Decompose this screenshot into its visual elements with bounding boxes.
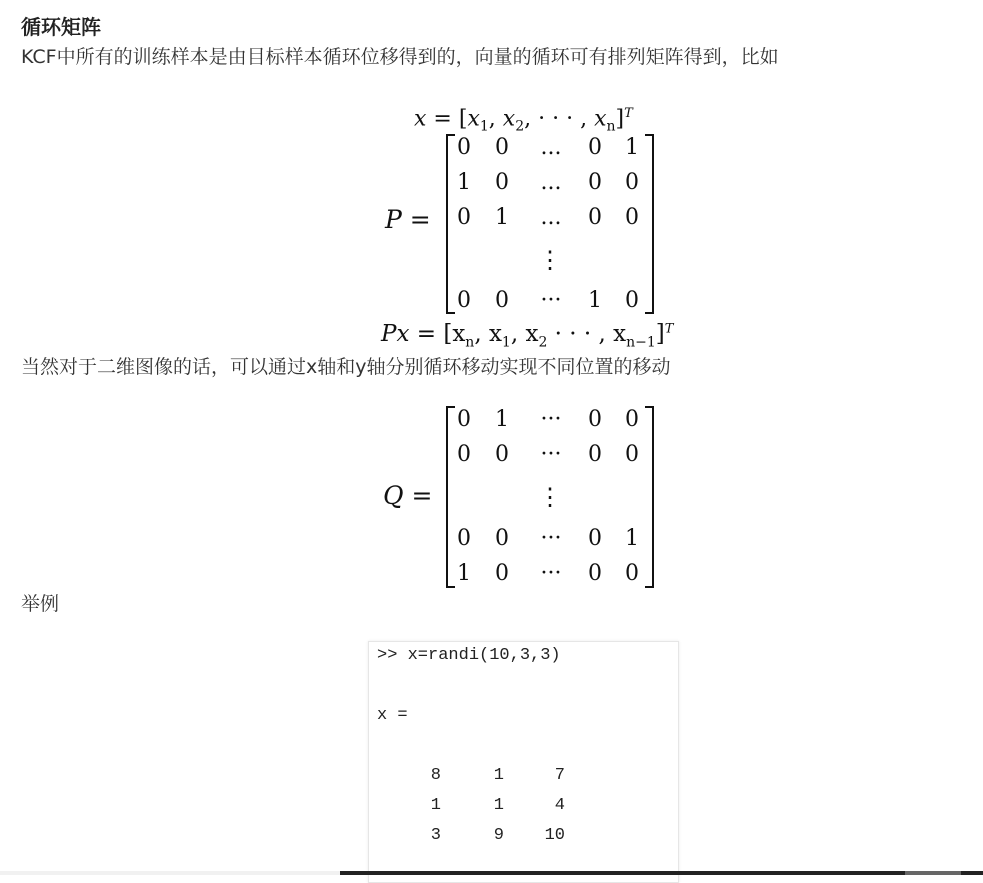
- eq-x-s2: 2: [515, 118, 525, 135]
- eq-px-sn: n: [465, 334, 475, 351]
- eq-x-s1: 1: [479, 118, 489, 135]
- eq-x-c1: ,: [488, 106, 503, 132]
- matrix-q-cell: ···: [540, 407, 562, 432]
- matrix-p-cell: 0: [588, 170, 602, 195]
- matrix-p-symbol: P: [385, 205, 402, 234]
- matrix-q-cell: 0: [588, 526, 602, 551]
- matrix-p-cell: 0: [457, 205, 471, 230]
- matlab-cell: 3: [430, 826, 441, 845]
- scrollbar-track-left: [0, 871, 340, 875]
- eq-px-snm1: n−1: [626, 334, 656, 351]
- eq-x-sn: n: [606, 118, 616, 135]
- matrix-q-cell: 1: [457, 561, 471, 586]
- matrix-p-cell: 0: [495, 288, 509, 313]
- matrix-p-cell: ...: [540, 205, 562, 230]
- equation-x: [414, 106, 633, 135]
- eq-px-T: T: [664, 321, 674, 337]
- equation-px: [381, 321, 673, 351]
- eq-px-c: · · · , x: [547, 321, 627, 347]
- matrix-q-symbol: Q: [383, 481, 404, 510]
- eq-px-s2: 2: [538, 334, 548, 351]
- eq-x-open: = [: [433, 106, 468, 132]
- matrix-q-cell: 0: [495, 442, 509, 467]
- eq-x-T: T: [624, 106, 633, 121]
- matrix-p-cell: 0: [495, 170, 509, 195]
- matlab-var-line: x =: [377, 706, 408, 725]
- matrix-q-cell: 0: [457, 407, 471, 432]
- matrix-p-cell: 1: [625, 135, 639, 160]
- matlab-cell: 1: [430, 796, 441, 815]
- scrollbar-thumb[interactable]: [905, 871, 961, 875]
- matrix-q-cell: 0: [495, 561, 509, 586]
- eq-x-close: ]: [615, 106, 625, 132]
- matrix-q-vdots: ⋮: [538, 483, 562, 511]
- matlab-cell: 1: [493, 766, 504, 785]
- eq-x-vn: x: [594, 106, 607, 132]
- eq-px-a: , x: [474, 321, 502, 347]
- matrix-p-cell: 0: [457, 288, 471, 313]
- matlab-cell: 1: [493, 796, 504, 815]
- matrix-p-cell: 0: [625, 288, 639, 313]
- matrix-q-equals: =: [403, 481, 433, 510]
- matrix-p-cell: 0: [625, 170, 639, 195]
- matlab-cell: 9: [493, 826, 504, 845]
- section-heading: 循环矩阵: [21, 15, 101, 39]
- matrix-p-cell: 0: [457, 135, 471, 160]
- matrix-q-cell: 0: [588, 407, 602, 432]
- paragraph-2d: 当然对于二维图像的话，可以通过x轴和y轴分别循环移动实现不同位置的移动: [21, 356, 671, 378]
- matrix-q-cell: 0: [457, 526, 471, 551]
- eq-x-mid: , · · · ,: [524, 106, 595, 132]
- matrix-p-cell: ...: [540, 170, 562, 195]
- matrix-p-cell: 0: [625, 205, 639, 230]
- matrix-q-cell: 1: [495, 407, 509, 432]
- matrix-q-cell: 0: [625, 407, 639, 432]
- matrix-p-label: [385, 205, 431, 234]
- intro-paragraph: KCF中所有的训练样本是由目标样本循环位移得到的，向量的循环可有排列矩阵得到，比如: [21, 46, 779, 68]
- eq-px-lhs: Px: [381, 321, 410, 347]
- matrix-q-label: [383, 481, 432, 510]
- matrix-p-equals: =: [401, 205, 431, 234]
- matlab-cell: 8: [430, 766, 441, 785]
- eq-px-close: ]: [655, 321, 665, 347]
- matrix-q-cell: 0: [588, 442, 602, 467]
- eq-x-lhs: x: [414, 106, 427, 132]
- matrix-p-cell: 0: [495, 135, 509, 160]
- matrix-q-cell: ···: [540, 526, 562, 551]
- matlab-cell: 7: [554, 766, 565, 785]
- matrix-q-cell: 0: [588, 561, 602, 586]
- matlab-command: >> x=randi(10,3,3): [377, 646, 561, 665]
- matrix-p-cell: 1: [457, 170, 471, 195]
- matrix-p-cell: 0: [588, 205, 602, 230]
- example-label: 举例: [21, 593, 60, 615]
- matrix-p-cell: ...: [540, 135, 562, 160]
- matrix-q-cell: 0: [457, 442, 471, 467]
- eq-x-v2: x: [502, 106, 516, 132]
- horizontal-scrollbar[interactable]: [340, 871, 983, 875]
- matlab-cell: 4: [554, 796, 565, 815]
- matrix-q-cell: 1: [625, 526, 639, 551]
- matrix-q-cell: 0: [625, 561, 639, 586]
- matrix-p-cell: ···: [540, 288, 562, 313]
- matrix-q-cell: ···: [540, 442, 562, 467]
- matrix-q-cell: 0: [625, 442, 639, 467]
- matrix-q-cell: ···: [540, 561, 562, 586]
- matrix-q-cell: 0: [495, 526, 509, 551]
- matrix-p-cell: 1: [588, 288, 602, 313]
- eq-x-v1: x: [467, 106, 480, 132]
- eq-px-b: , x: [510, 321, 539, 347]
- matrix-p-cell: 0: [588, 135, 602, 160]
- matlab-output-image: [368, 641, 679, 883]
- eq-px-s1: 1: [501, 334, 511, 351]
- matrix-p-cell: 1: [495, 205, 509, 230]
- matrix-p-vdots: ⋮: [538, 246, 562, 274]
- matlab-cell: 10: [544, 826, 565, 845]
- eq-px-open: = [x: [416, 321, 466, 347]
